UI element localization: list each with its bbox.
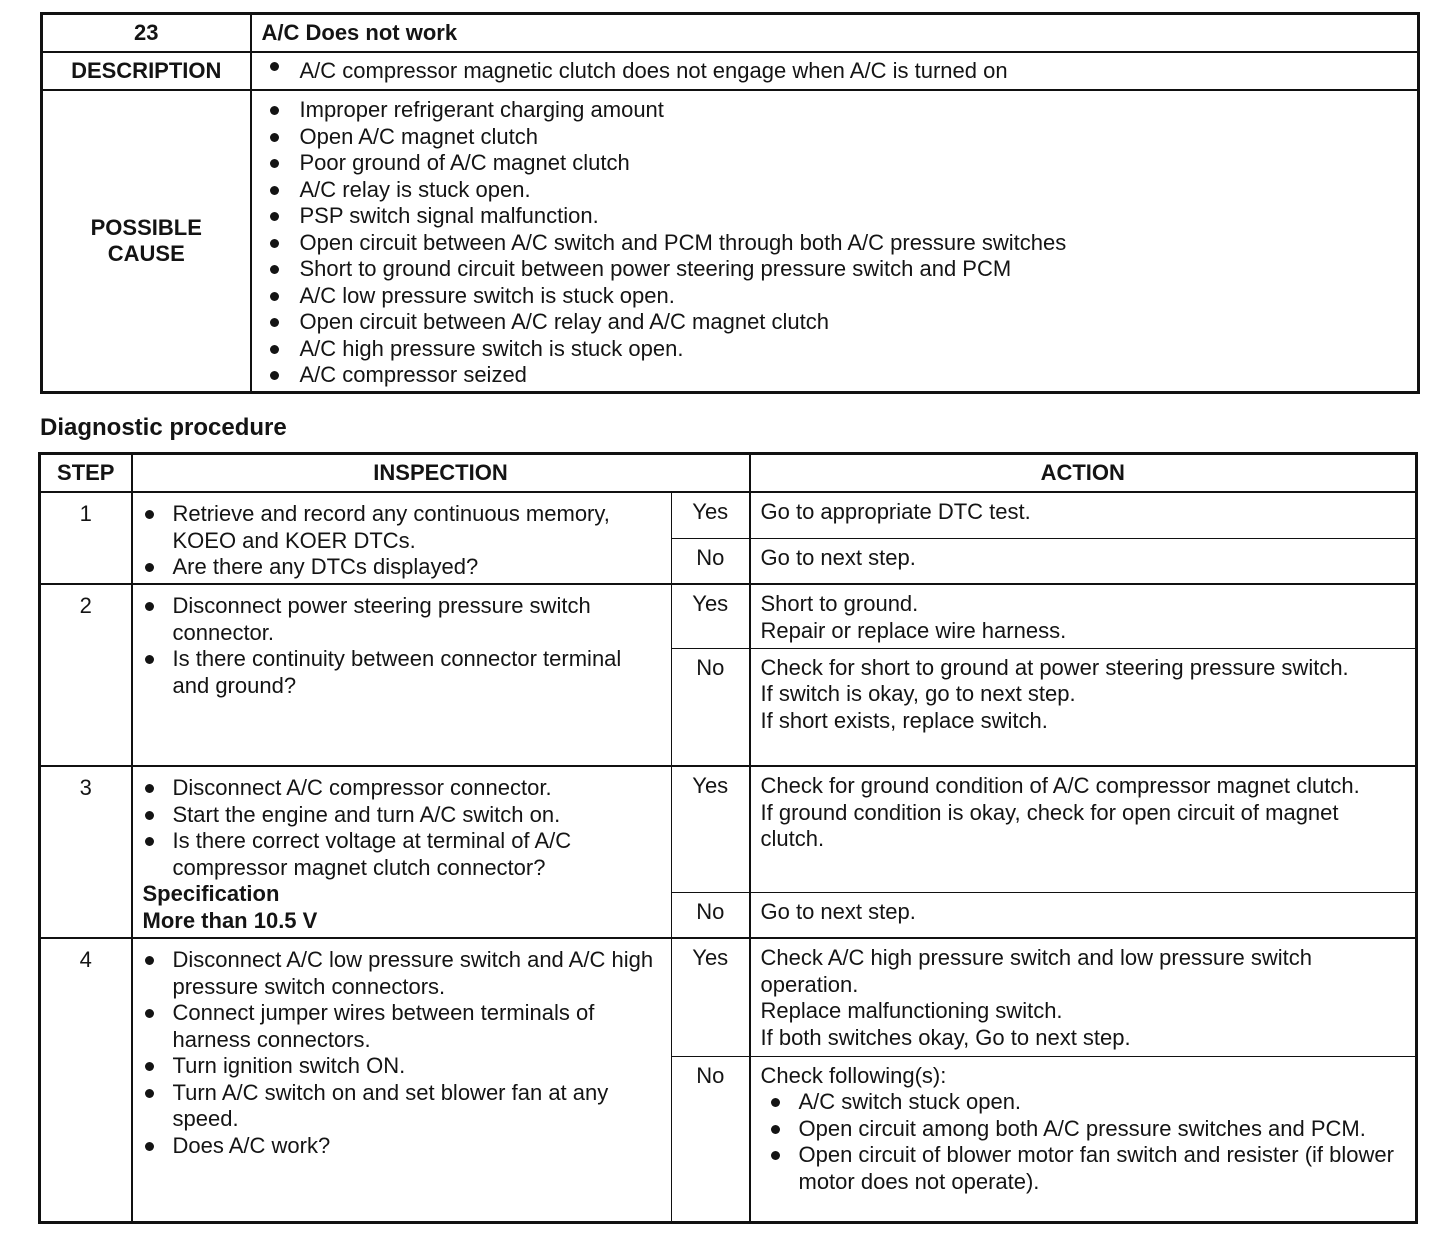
step-4-inspection <box>132 938 672 1222</box>
inspection-item: Are there any DTCs displayed? <box>143 554 662 581</box>
step-2-yes-row <box>40 584 1417 648</box>
step-2-no-action <box>750 648 1417 766</box>
check-item: Open circuit among both A/C pressure switches and PCM. <box>761 1116 1406 1143</box>
cause-item: A/C relay is stuck open. <box>268 177 1418 204</box>
description-text: A/C compressor magnetic clutch does not engage when A/C is turned on <box>268 53 1418 89</box>
step-1-yes-action <box>750 492 1417 538</box>
description-cell <box>251 52 1419 90</box>
inspection-item: Start the engine and turn A/C switch on. <box>143 802 662 829</box>
step-1-yes-label: Yes <box>672 492 750 538</box>
step-2-no-label: No <box>672 648 750 766</box>
inspection-item: Connect jumper wires between terminals of harness connectors. <box>143 1000 662 1053</box>
cause-item: Improper refrigerant charging amount <box>268 97 1418 124</box>
action-line: Short to ground. <box>760 591 919 616</box>
step-3-inspection <box>132 766 672 938</box>
step-3-no-action <box>750 892 1417 938</box>
step-1-no-action <box>750 538 1417 584</box>
check-item: A/C switch stuck open. <box>761 1089 1406 1116</box>
possible-cause-row <box>42 90 1419 392</box>
action-line: Repair or replace wire harness. <box>760 617 1067 643</box>
inspection-item: Retrieve and record any continuous memory, KOEO and KOER DTCs. <box>143 501 662 554</box>
cause-item: Open circuit between A/C relay and A/C magnet clutch <box>268 309 1418 336</box>
step-3-yes-label: Yes <box>672 766 750 892</box>
description-row <box>42 52 1419 90</box>
inspection-item: Is there correct voltage at terminal of A/C compressor magnet clutch connector? <box>143 828 662 881</box>
fault-summary-table <box>40 12 1420 394</box>
step-2-yes-action <box>750 584 1417 648</box>
action-column-header: ACTION <box>750 454 1417 493</box>
step-3-yes-row <box>40 766 1417 892</box>
step-4-yes-action <box>750 938 1417 1056</box>
possible-cause-list-cell <box>251 90 1419 392</box>
cause-item: A/C compressor seized <box>268 362 1418 389</box>
step-4-no-action <box>750 1056 1417 1222</box>
action-line: Check A/C high pressure switch and low pressure switch operation. <box>760 945 1312 997</box>
step-4-number: 4 <box>40 938 132 1222</box>
inspection-item: Turn A/C switch on and set blower fan at any speed. <box>143 1080 662 1133</box>
action-line: Go to next step. <box>760 898 916 924</box>
check-item: Open circuit of blower motor fan switch and resister (if blower motor does not operate). <box>761 1142 1406 1195</box>
procedure-header-row <box>40 454 1417 493</box>
action-line: If ground condition is okay, check for open circuit of magnet clutch. <box>760 799 1339 851</box>
fault-title-row <box>42 14 1419 53</box>
diagnostic-procedure-table <box>38 452 1418 1224</box>
inspection-column-header: INSPECTION <box>132 454 750 493</box>
cause-item: Open circuit between A/C switch and PCM through both A/C pressure switches <box>268 230 1418 257</box>
action-intro: Check following(s): <box>760 1062 947 1088</box>
step-1-number: 1 <box>40 492 132 584</box>
step-3-yes-action <box>750 766 1417 892</box>
cause-item: Short to ground circuit between power steering pressure switch and PCM <box>268 256 1418 283</box>
cause-item: PSP switch signal malfunction. <box>268 203 1418 230</box>
action-line: If both switches okay, Go to next step. <box>760 1024 1131 1050</box>
action-line: If short exists, replace switch. <box>760 707 1048 733</box>
step-column-header: STEP <box>40 454 132 493</box>
step-2-number: 2 <box>40 584 132 766</box>
step-4-yes-row <box>40 938 1417 1056</box>
inspection-item: Does A/C work? <box>143 1133 662 1160</box>
fault-title: A/C Does not work <box>251 14 1419 53</box>
inspection-item: Turn ignition switch ON. <box>143 1053 662 1080</box>
step-1-inspection <box>132 492 672 584</box>
inspection-item: Disconnect A/C compressor connector. <box>143 775 662 802</box>
action-line: Go to next step. <box>760 544 916 570</box>
action-line: Check for short to ground at power steering pressure switch. <box>760 654 1349 680</box>
possible-cause-list <box>268 97 1418 389</box>
cause-item: Open A/C magnet clutch <box>268 124 1418 151</box>
cause-item: A/C low pressure switch is stuck open. <box>268 283 1418 310</box>
inspection-item: Disconnect A/C low pressure switch and A/C high pressure switch connectors. <box>143 947 662 1000</box>
step-4-yes-label: Yes <box>672 938 750 1056</box>
action-line: Go to appropriate DTC test. <box>760 499 1031 524</box>
inspection-item: Is there continuity between connector terminal and ground? <box>143 646 662 699</box>
step-4-no-label: No <box>672 1056 750 1222</box>
action-line: If switch is okay, go to next step. <box>760 681 1076 706</box>
action-line: Check for ground condition of A/C compressor magnet clutch. <box>760 773 1360 798</box>
action-line: Replace malfunctioning switch. <box>760 998 1063 1023</box>
description-label: DESCRIPTION <box>42 52 251 90</box>
fault-number: 23 <box>42 14 251 53</box>
possible-cause-label <box>42 90 251 392</box>
cause-item: A/C high pressure switch is stuck open. <box>268 336 1418 363</box>
step-2-yes-label: Yes <box>672 584 750 648</box>
possible-cause-label-line2: CAUSE <box>107 240 185 266</box>
step-1-yes-row <box>40 492 1417 538</box>
step-2-inspection <box>132 584 672 766</box>
possible-cause-label-line1: POSSIBLE <box>90 214 202 240</box>
cause-item: Poor ground of A/C magnet clutch <box>268 150 1418 177</box>
diagnostic-procedure-heading: Diagnostic procedure <box>40 414 287 441</box>
inspection-item: Disconnect power steering pressure switch connector. <box>143 593 662 646</box>
specification-value: More than 10.5 V <box>142 907 318 933</box>
step-3-number: 3 <box>40 766 132 938</box>
step-1-no-label: No <box>672 538 750 584</box>
specification-label: Specification <box>142 881 280 906</box>
step-3-no-label: No <box>672 892 750 938</box>
